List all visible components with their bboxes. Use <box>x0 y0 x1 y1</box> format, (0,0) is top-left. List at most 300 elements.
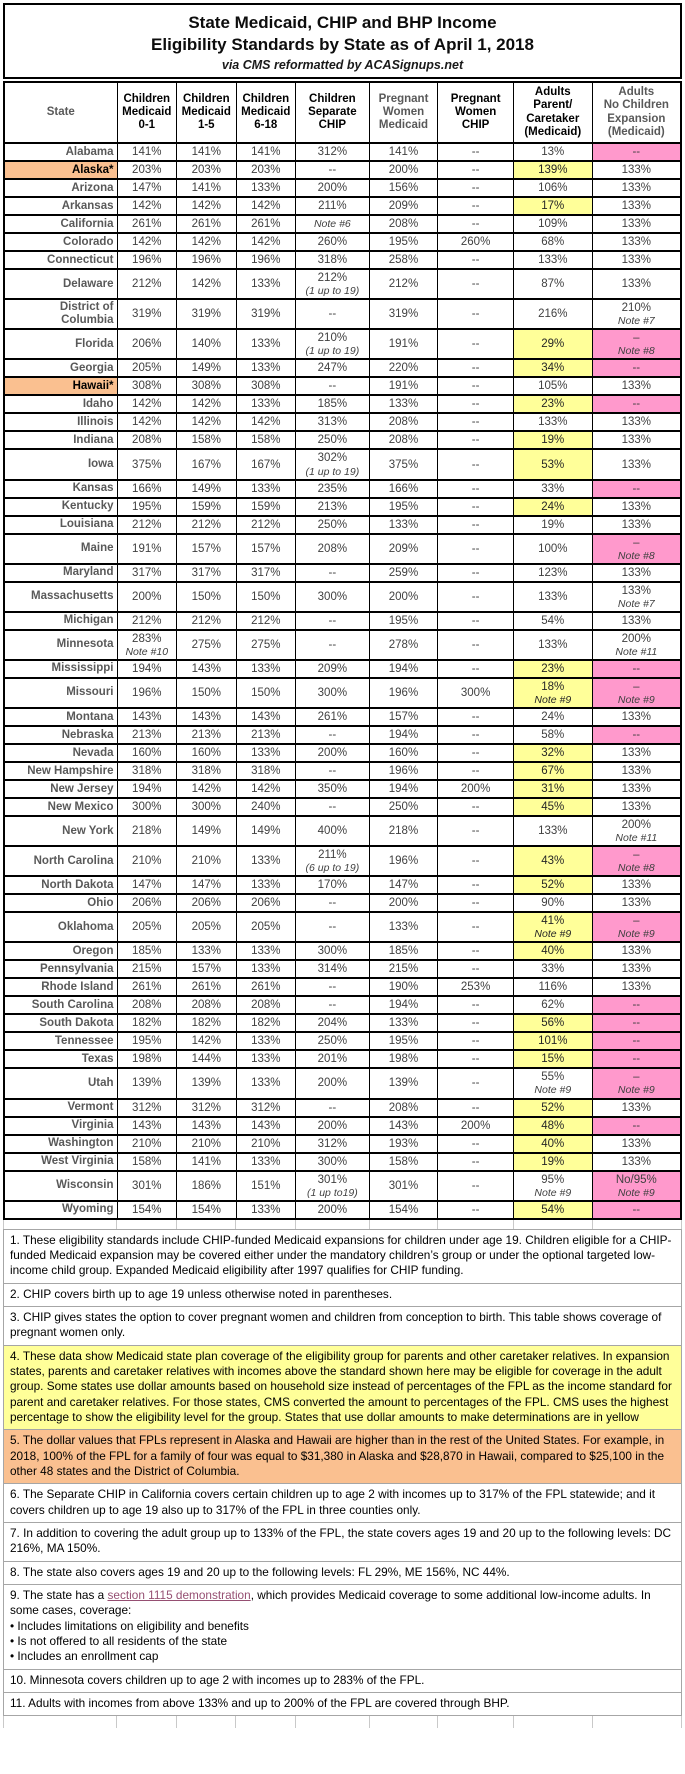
value-cell: 133% <box>513 630 592 660</box>
value-cell: 194% <box>117 780 177 798</box>
state-name-cell: Massachusetts <box>4 582 117 612</box>
grid-cell <box>593 1716 682 1728</box>
value-cell: 142% <box>236 780 296 798</box>
value-cell: 157% <box>236 534 296 564</box>
value-cell: 261% <box>236 978 296 996</box>
value-cell: 133% <box>369 912 438 942</box>
column-header: Pregnant Women CHIP <box>438 82 514 143</box>
cell-note: Note #7 <box>617 597 655 610</box>
value-cell: 90% <box>513 894 592 912</box>
table-row <box>4 395 681 413</box>
value-cell: 160% <box>177 744 237 762</box>
value-cell: 100% <box>513 534 592 564</box>
column-header: Children Medicaid 6-18 <box>236 82 296 143</box>
value-cell: 53% <box>513 449 592 479</box>
value-cell: 300% <box>117 798 177 816</box>
value-cell: -- <box>438 1032 514 1050</box>
value-cell: 17% <box>513 197 592 215</box>
value-cell: 200% <box>296 1068 370 1098</box>
value-cell: 149% <box>236 816 296 846</box>
state-name-cell: Oklahoma <box>4 912 117 942</box>
state-name-cell: Kansas <box>4 480 117 498</box>
cell-note: Note #10 <box>125 645 169 658</box>
table-row <box>4 612 681 630</box>
value-cell: 200% Note #11 <box>592 816 681 846</box>
grid-cell <box>514 1716 593 1728</box>
value-cell: 198% <box>117 1050 177 1068</box>
value-cell: 278% <box>369 630 438 660</box>
state-name-cell: Wyoming <box>4 1201 117 1219</box>
value-cell: 400% <box>296 816 370 846</box>
state-name-cell: Nebraska <box>4 726 117 744</box>
value-cell: -- <box>438 516 514 534</box>
value-cell: 158% <box>177 431 237 449</box>
value-cell: 317% <box>117 564 177 582</box>
value-cell: 147% <box>117 179 177 197</box>
table-row <box>4 1099 681 1117</box>
value-cell: 139% <box>177 1068 237 1098</box>
value-cell: -- <box>438 798 514 816</box>
state-name-cell: Arkansas <box>4 197 117 215</box>
cell-note: Note #9 <box>534 1084 572 1097</box>
header-row <box>4 82 681 143</box>
value-cell: 133% <box>592 377 681 395</box>
state-name-cell: Pennsylvania <box>4 960 117 978</box>
value-cell: 133% <box>236 1032 296 1050</box>
table-row <box>4 678 681 708</box>
state-name-cell: Washington <box>4 1135 117 1153</box>
value-cell: 157% <box>369 708 438 726</box>
value-cell: 250% <box>296 516 370 534</box>
grid-cell <box>295 1716 369 1728</box>
value-cell: -- <box>438 413 514 431</box>
table-row <box>4 1153 681 1171</box>
value-cell: 301% <box>117 1171 177 1201</box>
value-cell: 133% <box>236 942 296 960</box>
value-cell: 200% <box>296 1201 370 1219</box>
value-cell: 158% <box>117 1153 177 1171</box>
value-cell: 142% <box>177 269 237 299</box>
value-cell: – Note #8 <box>592 846 681 876</box>
value-cell: 133% <box>513 251 592 269</box>
cell-note: (1 up to 19) <box>305 285 360 298</box>
value-cell: 41% Note #9 <box>513 912 592 942</box>
state-name-cell: Florida <box>4 329 117 359</box>
footnote-row <box>4 1229 682 1283</box>
value-cell: 212% <box>177 516 237 534</box>
grid-cell <box>369 1220 438 1229</box>
value-cell: -- <box>438 449 514 479</box>
value-cell: 157% <box>177 534 237 564</box>
value-cell: 142% <box>177 413 237 431</box>
value-cell: No/95% Note #9 <box>592 1171 681 1201</box>
table-row <box>4 197 681 215</box>
value-cell: 19% <box>513 516 592 534</box>
value-cell: -- <box>438 612 514 630</box>
value-cell: -- <box>438 359 514 377</box>
value-cell: 133% <box>236 846 296 876</box>
value-cell: 133% <box>236 329 296 359</box>
value-cell: -- <box>296 798 370 816</box>
value-cell: 220% <box>369 359 438 377</box>
grid-cell <box>369 1716 438 1728</box>
value-cell: -- <box>438 1201 514 1219</box>
value-cell: 185% <box>369 942 438 960</box>
value-cell: 319% <box>177 299 237 329</box>
value-cell: 194% <box>369 780 438 798</box>
value-cell: -- <box>438 630 514 660</box>
value-cell: -- <box>438 762 514 780</box>
value-cell: 40% <box>513 942 592 960</box>
value-cell: -- <box>438 299 514 329</box>
eligibility-table <box>3 81 682 1219</box>
value-cell: 32% <box>513 744 592 762</box>
value-cell: 133% <box>592 708 681 726</box>
value-cell: -- <box>438 143 514 161</box>
state-name-cell: Illinois <box>4 413 117 431</box>
table-row <box>4 1032 681 1050</box>
value-cell: 133% <box>592 762 681 780</box>
value-cell: 29% <box>513 329 592 359</box>
footnote-text: 5. The dollar values that FPLs represent in Alaska and Hawaii are higher than in the rest of the United States. For example, in 2018, 100% of the FPL for a family of four was equal to $31,380 in Alaska and $28,870 in Hawaii, compared to $25,100 in the other 48 states and the District of Columbia. <box>4 1430 682 1484</box>
table-row <box>4 1117 681 1135</box>
value-cell: -- <box>592 1014 681 1032</box>
table-body <box>4 143 681 1219</box>
footnote-text: 3. CHIP gives states the option to cover pregnant women and children from conception to birth. This table shows coverage of pregnant women only. <box>4 1306 682 1345</box>
value-cell: 203% <box>177 161 237 179</box>
state-name-cell: Georgia <box>4 359 117 377</box>
cell-note: Note #11 <box>615 832 658 845</box>
value-cell: 159% <box>236 498 296 516</box>
value-cell: 109% <box>513 215 592 233</box>
value-cell: 68% <box>513 233 592 251</box>
state-name-cell: Louisiana <box>4 516 117 534</box>
value-cell: 167% <box>177 449 237 479</box>
state-name-cell: Arizona <box>4 179 117 197</box>
value-cell: 133% <box>592 744 681 762</box>
cell-note: (1 up to19) <box>306 1186 358 1199</box>
column-header: Adults No Children Expansion (Medicaid) <box>592 82 681 143</box>
value-cell: 141% <box>177 143 237 161</box>
footnote-row <box>4 1584 682 1669</box>
value-cell: – Note #9 <box>592 1068 681 1098</box>
value-cell: 212% (1 up to 19) <box>296 269 370 299</box>
value-cell: 166% <box>117 480 177 498</box>
value-cell: 198% <box>369 1050 438 1068</box>
cell-note: (1 up to 19) <box>305 345 360 358</box>
value-cell: -- <box>296 996 370 1014</box>
footnote-row <box>4 1522 682 1561</box>
value-cell: – Note #8 <box>592 329 681 359</box>
value-cell: 283% Note #10 <box>117 630 177 660</box>
table-row <box>4 582 681 612</box>
table-row <box>4 1050 681 1068</box>
value-cell: 208% <box>117 431 177 449</box>
value-cell: 200% <box>438 1117 514 1135</box>
value-cell: 142% <box>177 197 237 215</box>
value-cell: 54% <box>513 612 592 630</box>
value-cell: 160% <box>369 744 438 762</box>
value-cell: 133% <box>236 1050 296 1068</box>
value-cell: 200% <box>369 161 438 179</box>
value-cell: 205% <box>177 912 237 942</box>
value-cell: 210% <box>236 1135 296 1153</box>
value-cell: 133% <box>592 564 681 582</box>
value-cell: -- <box>438 912 514 942</box>
value-cell: 133% <box>236 660 296 678</box>
value-cell: 319% <box>369 299 438 329</box>
table-row <box>4 960 681 978</box>
value-cell: 133% <box>592 978 681 996</box>
value-cell: 247% <box>296 359 370 377</box>
table-row <box>4 780 681 798</box>
value-cell: -- <box>438 564 514 582</box>
value-cell: 300% <box>296 678 370 708</box>
table-row <box>4 816 681 846</box>
state-name-cell: West Virginia <box>4 1153 117 1171</box>
value-cell: 200% <box>369 894 438 912</box>
value-cell: -- <box>592 660 681 678</box>
value-cell: -- <box>296 612 370 630</box>
value-cell: 200% <box>296 1117 370 1135</box>
value-cell: -- <box>438 894 514 912</box>
grid-cell <box>438 1220 514 1229</box>
value-cell: 142% <box>117 413 177 431</box>
cell-note: Note #8 <box>617 345 655 358</box>
value-cell: -- <box>296 912 370 942</box>
value-cell: 194% <box>369 726 438 744</box>
footnote-text: 11. Adults with incomes from above 133% and up to 200% of the FPL are covered through BHP. <box>4 1692 682 1715</box>
table-row <box>4 233 681 251</box>
value-cell: 23% <box>513 660 592 678</box>
value-cell: 312% <box>177 1099 237 1117</box>
value-cell: 170% <box>296 876 370 894</box>
table-row <box>4 359 681 377</box>
value-cell: 211% (6 up to 19) <box>296 846 370 876</box>
grid-cell <box>514 1220 593 1229</box>
value-cell: -- <box>296 978 370 996</box>
value-cell: 212% <box>236 612 296 630</box>
value-cell: 141% <box>117 143 177 161</box>
value-cell: 142% <box>236 233 296 251</box>
value-cell: 133% <box>592 876 681 894</box>
value-cell: 133% <box>369 395 438 413</box>
value-cell: 218% <box>369 816 438 846</box>
value-cell: -- <box>296 630 370 660</box>
value-cell: 133% <box>592 780 681 798</box>
value-cell: -- <box>438 1050 514 1068</box>
value-cell: 350% <box>296 780 370 798</box>
table-row <box>4 876 681 894</box>
value-cell: 142% <box>236 197 296 215</box>
value-cell: -- <box>438 1068 514 1098</box>
value-cell: 58% <box>513 726 592 744</box>
table-row <box>4 498 681 516</box>
value-cell: 144% <box>177 1050 237 1068</box>
table-row <box>4 564 681 582</box>
value-cell: 195% <box>369 1032 438 1050</box>
table-row <box>4 534 681 564</box>
grid-cell <box>295 1220 369 1229</box>
footnote-row <box>4 1669 682 1692</box>
value-cell: 151% <box>236 1171 296 1201</box>
table-row <box>4 978 681 996</box>
state-name-cell: Missouri <box>4 678 117 708</box>
footnote-row <box>4 1561 682 1584</box>
value-cell: 101% <box>513 1032 592 1050</box>
column-header: State <box>4 82 117 143</box>
state-name-cell: New York <box>4 816 117 846</box>
value-cell: 196% <box>177 251 237 269</box>
table-row <box>4 912 681 942</box>
value-cell: 147% <box>117 876 177 894</box>
value-cell: 200% Note #11 <box>592 630 681 660</box>
footnote-text: 6. The Separate CHIP in California covers certain children up to age 2 with incomes up to 317% of the FPL statewide; and it covers children up to age 19 also up to 317% of the FPL in three counties only. <box>4 1484 682 1523</box>
value-cell: 13% <box>513 143 592 161</box>
value-cell: 300% <box>296 1153 370 1171</box>
value-cell: 261% <box>117 215 177 233</box>
table-row <box>4 942 681 960</box>
value-cell: -- <box>438 660 514 678</box>
value-cell: 19% <box>513 1153 592 1171</box>
value-cell: 259% <box>369 564 438 582</box>
footnote-bullet: • Is not offered to all residents of the state <box>10 1633 228 1648</box>
grid-strip-row <box>4 1220 682 1229</box>
value-cell: 194% <box>369 996 438 1014</box>
value-cell: 133% <box>236 744 296 762</box>
value-cell: -- <box>438 161 514 179</box>
value-cell: 375% <box>117 449 177 479</box>
value-cell: -- <box>592 480 681 498</box>
value-cell: 150% <box>236 678 296 708</box>
state-name-cell: Indiana <box>4 431 117 449</box>
value-cell: 149% <box>177 480 237 498</box>
value-cell: 210% <box>177 846 237 876</box>
value-cell: 52% <box>513 1099 592 1117</box>
value-cell: 212% <box>117 516 177 534</box>
value-cell: -- <box>592 395 681 413</box>
state-name-cell: New Mexico <box>4 798 117 816</box>
value-cell: 195% <box>369 612 438 630</box>
value-cell: -- <box>438 480 514 498</box>
table-row <box>4 894 681 912</box>
table-row <box>4 762 681 780</box>
value-cell: -- <box>438 377 514 395</box>
value-cell: -- <box>296 564 370 582</box>
value-cell: -- <box>438 329 514 359</box>
value-cell: 206% <box>117 894 177 912</box>
value-cell: 182% <box>177 1014 237 1032</box>
table-row <box>4 179 681 197</box>
state-name-cell: Maine <box>4 534 117 564</box>
cell-note: Note #9 <box>534 928 572 941</box>
cell-note: Note #9 <box>617 693 655 706</box>
section-1115-link[interactable]: section 1115 demonstration <box>107 1587 251 1602</box>
value-cell: 200% <box>296 179 370 197</box>
value-cell: 133% <box>177 942 237 960</box>
value-cell: 318% <box>177 762 237 780</box>
value-cell: 250% <box>296 1032 370 1050</box>
value-cell: -- <box>296 894 370 912</box>
table-row <box>4 329 681 359</box>
cell-note: (1 up to 19) <box>305 465 360 478</box>
footnote-text: 2. CHIP covers birth up to age 19 unless otherwise noted in parentheses. <box>4 1283 682 1306</box>
value-cell: 318% <box>117 762 177 780</box>
value-cell: 275% <box>236 630 296 660</box>
value-cell: 133% <box>236 1153 296 1171</box>
state-name-cell: Delaware <box>4 269 117 299</box>
value-cell: -- <box>438 534 514 564</box>
value-cell: -- <box>438 726 514 744</box>
footnote-bullet: • Includes limitations on eligibility and benefits <box>10 1618 249 1633</box>
state-name-cell: California <box>4 215 117 233</box>
state-name-cell: Alabama <box>4 143 117 161</box>
value-cell: 195% <box>117 498 177 516</box>
value-cell: 15% <box>513 1050 592 1068</box>
table-row <box>4 377 681 395</box>
value-cell: 211% <box>296 197 370 215</box>
value-cell: 143% <box>177 1117 237 1135</box>
value-cell: 212% <box>117 269 177 299</box>
value-cell: 208% <box>369 1099 438 1117</box>
value-cell: 95% Note #9 <box>513 1171 592 1201</box>
value-cell: 319% <box>236 299 296 329</box>
value-cell: -- <box>592 726 681 744</box>
value-cell: 194% <box>369 660 438 678</box>
value-cell: 150% <box>177 678 237 708</box>
value-cell: 149% <box>177 816 237 846</box>
value-cell: 212% <box>117 612 177 630</box>
table-row <box>4 798 681 816</box>
value-cell: -- <box>438 816 514 846</box>
value-cell: 200% <box>438 780 514 798</box>
table-row <box>4 143 681 161</box>
value-cell: 19% <box>513 431 592 449</box>
grid-cell <box>438 1716 514 1728</box>
value-cell: 142% <box>117 197 177 215</box>
value-cell: 203% <box>117 161 177 179</box>
value-cell: 143% <box>369 1117 438 1135</box>
footnote-row <box>4 1692 682 1715</box>
value-cell: 209% <box>369 197 438 215</box>
value-cell: 133% <box>369 1014 438 1032</box>
state-name-cell: Vermont <box>4 1099 117 1117</box>
value-cell: 260% <box>438 233 514 251</box>
notes-body <box>4 1229 682 1716</box>
footnote-text: 9. The state has a section 1115 demonstration, which provides Medicaid coverage to some additional low-income adults. In some cases, coverage: • Includes limitations on eligibility and benefits • Is not offered to all residents of the state • Includes an enrollment cap <box>4 1584 682 1669</box>
value-cell: 56% <box>513 1014 592 1032</box>
value-cell: 301% <box>369 1171 438 1201</box>
value-cell: 23% <box>513 395 592 413</box>
value-cell: -- <box>438 582 514 612</box>
value-cell: 33% <box>513 480 592 498</box>
value-cell: -- <box>592 996 681 1014</box>
value-cell: 154% <box>177 1201 237 1219</box>
value-cell: 300% <box>177 798 237 816</box>
value-cell: 18% Note #9 <box>513 678 592 708</box>
title-box <box>3 3 682 79</box>
state-name-cell: Idaho <box>4 395 117 413</box>
value-cell: -- <box>438 1099 514 1117</box>
value-cell: -- <box>438 846 514 876</box>
value-cell: -- <box>438 498 514 516</box>
state-name-cell: South Dakota <box>4 1014 117 1032</box>
table-row <box>4 251 681 269</box>
state-name-cell: Kentucky <box>4 498 117 516</box>
value-cell: 133% <box>592 215 681 233</box>
table-row <box>4 1171 681 1201</box>
value-cell: 52% <box>513 876 592 894</box>
